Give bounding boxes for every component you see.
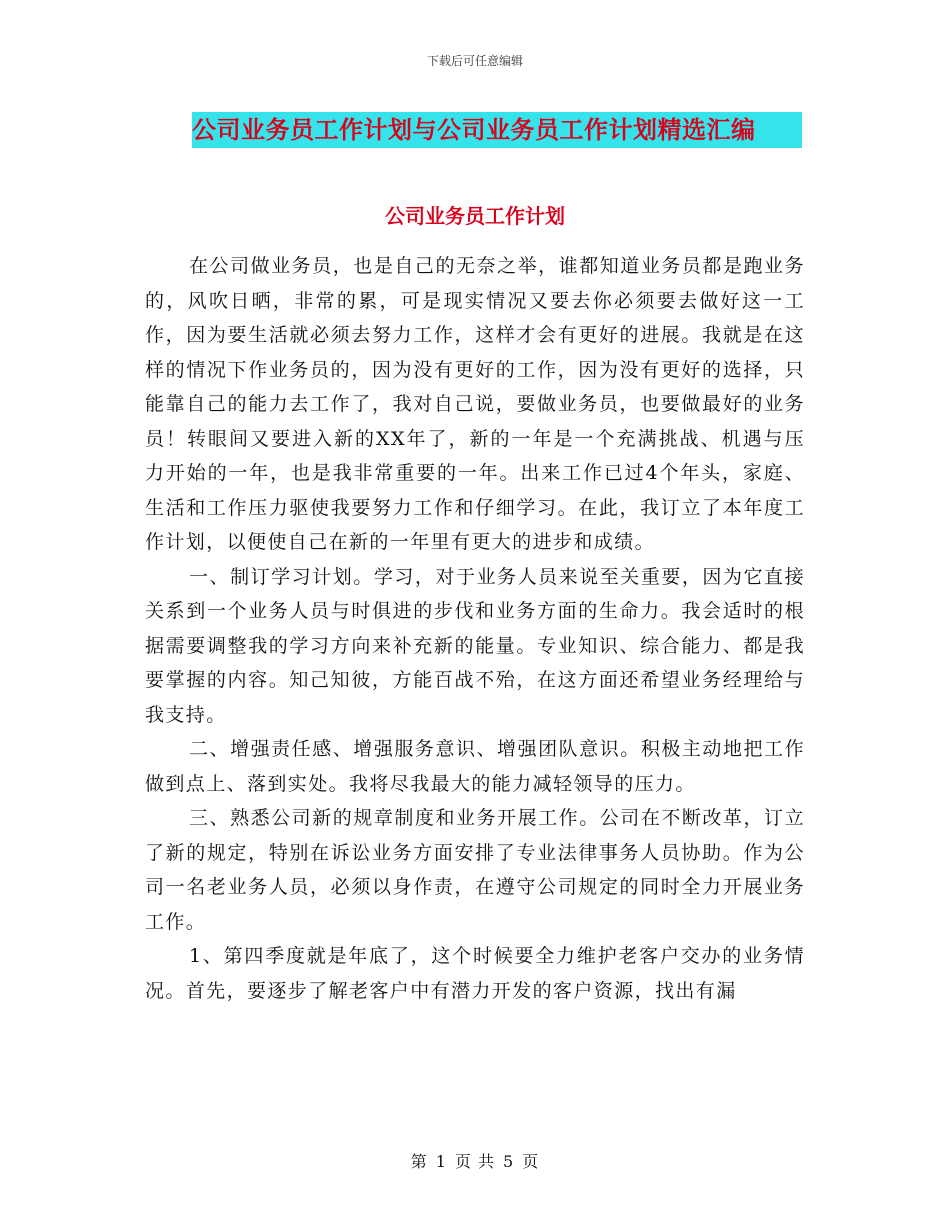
paragraph-item-2: 二、增强责任感、增强服务意识、增强团队意识。积极主动地把工作做到点上、落到实处。我将尽我最大的能力减轻领导的压力。 <box>145 738 805 795</box>
page-current: 1 <box>435 1152 447 1171</box>
header-note: 下载后可任意编辑 <box>426 54 523 68</box>
paragraph-subitem-1: 1、第四季度就是年底了，这个时候要全力维护老客户交办的业务情况。首先，要逐步了解老客户中有潜力开发的客户资源，找出有漏 <box>145 945 805 1002</box>
page-mid: 页 共 <box>454 1152 496 1171</box>
document-body <box>145 249 805 1008</box>
paragraph-item-3: 三、熟悉公司新的规章制度和业务开展工作。公司在不断改革，订立了新的规定，特别在诉讼业务方面安排了专业法律事务人员协助。作为公司一名老业务人员，必须以身作责，在遵守公司规定的同时全力开展业务工作。 <box>145 807 805 933</box>
page-prefix: 第 <box>410 1152 428 1171</box>
document-title: 公司业务员工作计划与公司业务员工作计划精选汇编 <box>192 116 756 144</box>
section-title: 公司业务员工作计划 <box>385 204 565 228</box>
page-number <box>0 1150 950 1174</box>
paragraph-intro: 在公司做业务员，也是自己的无奈之举，谁都知道业务员都是跑业务的，风吹日晒，非常的累，可是现实情况又要去你必须要去做好这一工作，因为要生活就必须去努力工作，这样才会有更好的进展。我就是在这样的情况下作业务员的，因为没有更好的工作，因为没有更好的选择，只能靠自己的能力去工作了，我对自己说，要做业务员，也要做最好的业务员！转眼间又要进入新的XX年了，新的一年是一个充满挑战、机遇与压力开始的一年，也是我非常重要的一年。出来工作已过4个年头，家庭、生活和工作压力驱使我要努力工作和仔细学习。在此，我订立了本年度工作计划，以便使自己在新的一年里有更大的进步和成绩。 <box>145 255 805 553</box>
page-suffix: 页 <box>522 1152 540 1171</box>
paragraph-item-1: 一、制订学习计划。学习，对于业务人员来说至关重要，因为它直接关系到一个业务人员与时俱进的步伐和业务方面的生命力。我会适时的根据需要调整我的学习方向来补充新的能量。专业知识、综合能力、都是我要掌握的内容。知己知彼，方能百战不殆，在这方面还希望业务经理给与我支持。 <box>145 565 805 726</box>
page-total: 5 <box>503 1152 515 1171</box>
